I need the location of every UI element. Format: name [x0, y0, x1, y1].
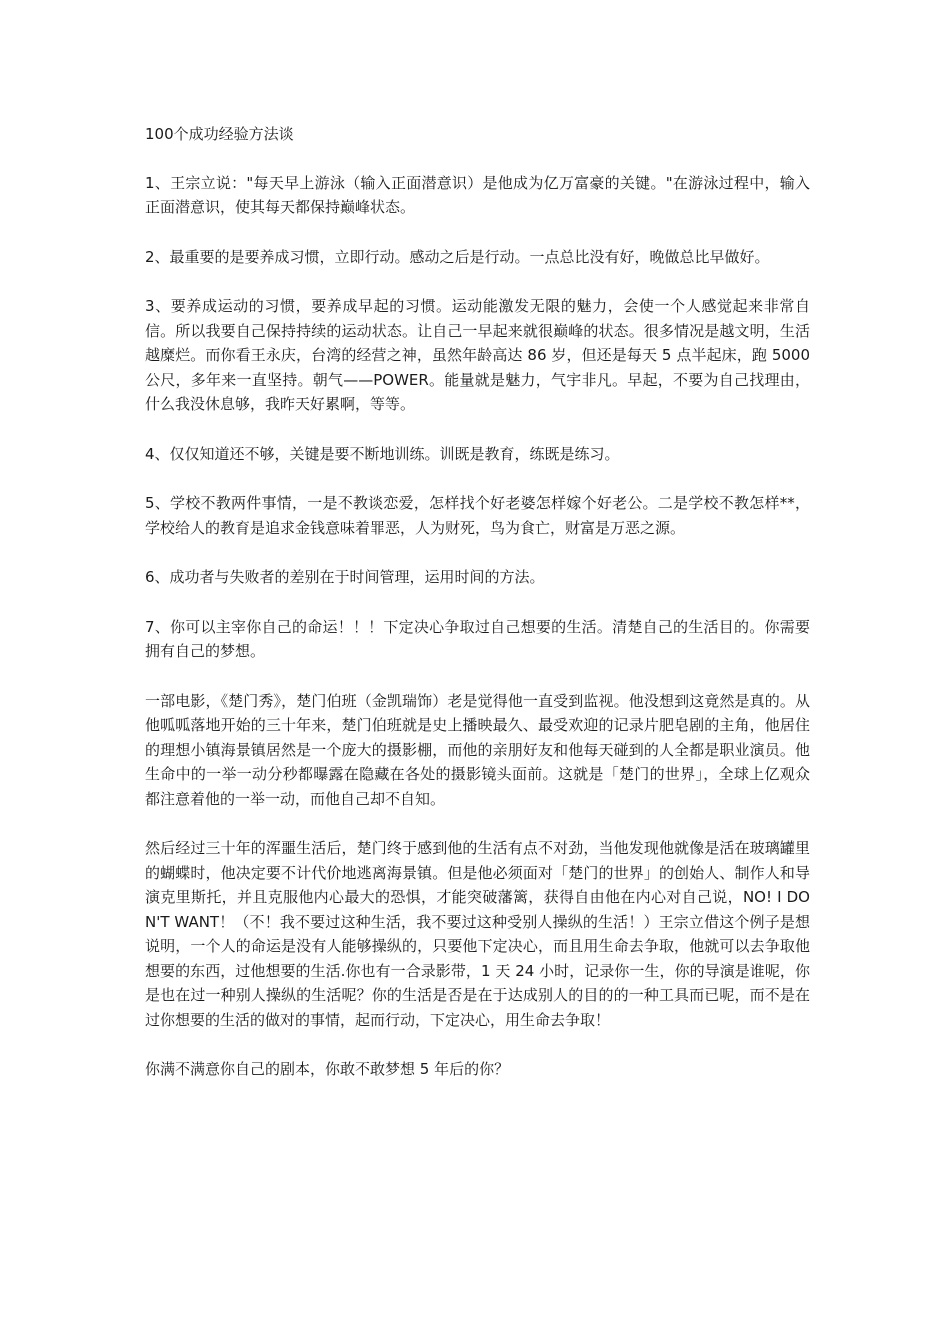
document-page — [145, 122, 810, 1107]
paragraph-9: 然后经过三十年的浑噩生活后，楚门终于感到他的生活有点不对劲，当他发现他就像是活在玻璃罐里的蝴蝶时，他决定要不计代价地逃离海景镇。但是他必须面对「楚门的世界」的创始人、制作人和导演克里斯托，并且克服他内心最大的恐惧，才能突破藩篱，获得自由他在内心对自己说，NO! I DON'T WANT！（不！我不要过这种生活，我不要过这种受别人操纵的生活！）王宗立借这个例子是想说明，一个人的命运是没有人能够操纵的，只要他下定决心，而且用生命去争取，他就可以去争取他想要的东西，过他想要的生活.你也有一合录影带，1 天 24 小时，记录你一生，你的导演是谁呢，你是也在过一种别人操纵的生活呢？你的生活是否是在于达成别人的目的的一种工具而已呢，而不是在过你想要的生活的做对的事情，起而行动，下定决心，用生命去争取！ — [145, 839, 810, 1029]
paragraph-8: 一部电影，《楚门秀》，楚门伯班（金凯瑞饰）老是觉得他一直受到监视。他没想到这竟然是真的。从他呱呱落地开始的三十年来，楚门伯班就是史上播映最久、最受欢迎的记录片肥皂剧的主角，他居住的理想小镇海景镇居然是一个庞大的摄影棚，而他的亲朋好友和他每天碰到的人全都是职业演员。他生命中的一举一动分秒都曝露在隐藏在各处的摄影镜头面前。这就是「楚门的世界」，全球上亿观众都注意着他的一举一动，而他自己却不自知。 — [145, 691, 810, 808]
paragraph-1: 1、王宗立说："每天早上游泳（输入正面潜意识）是他成为亿万富豪的关键。"在游泳过程中，输入正面潜意识，使其每天都保持巅峰状态。 — [145, 173, 810, 216]
paragraph-7: 7、你可以主宰你自己的命运！！！下定决心争取过自己想要的生活。清楚自己的生活目的。你需要拥有自己的梦想。 — [145, 617, 810, 660]
paragraph-6: 6、成功者与失败者的差别在于时间管理，运用时间的方法。 — [145, 568, 545, 586]
paragraph-5: 5、学校不教两件事情，一是不教谈恋爱，怎样找个好老婆怎样嫁个好老公。二是学校不教怎样**，学校给人的教育是追求金钱意味着罪恶，人为财死，鸟为食亡，财富是万恶之源。 — [145, 494, 810, 537]
document-title: 100个成功经验方法谈 — [145, 125, 294, 143]
paragraph-2: 2、最重要的是要养成习惯，立即行动。感动之后是行动。一点总比没有好，晚做总比早做好。 — [145, 247, 770, 266]
paragraph-3: 3、要养成运动的习惯，要养成早起的习惯。运动能激发无限的魅力，会使一个人感觉起来非常自信。所以我要自己保持持续的运动状态。让自己一早起来就很巅峰的状态。很多情况是越文明，生活越糜烂。而你看王永庆，台湾的经营之神，虽然年龄高达 86 岁，但还是每天 5 点半起床，跑 5000 公尺，多年来一直坚持。朝气——POWER。能量就是魅力，气宇非凡。早起，不要为自己找理由，什么我没休息够，我昨天好累啊，等等。 — [145, 297, 810, 413]
paragraph-4: 4、仅仅知道还不够，关键是要不断地训练。训既是教育，练既是练习。 — [145, 444, 620, 463]
paragraph-10: 你满不满意你自己的剧本，你敢不敢梦想 5 年后的你？ — [145, 1060, 510, 1078]
